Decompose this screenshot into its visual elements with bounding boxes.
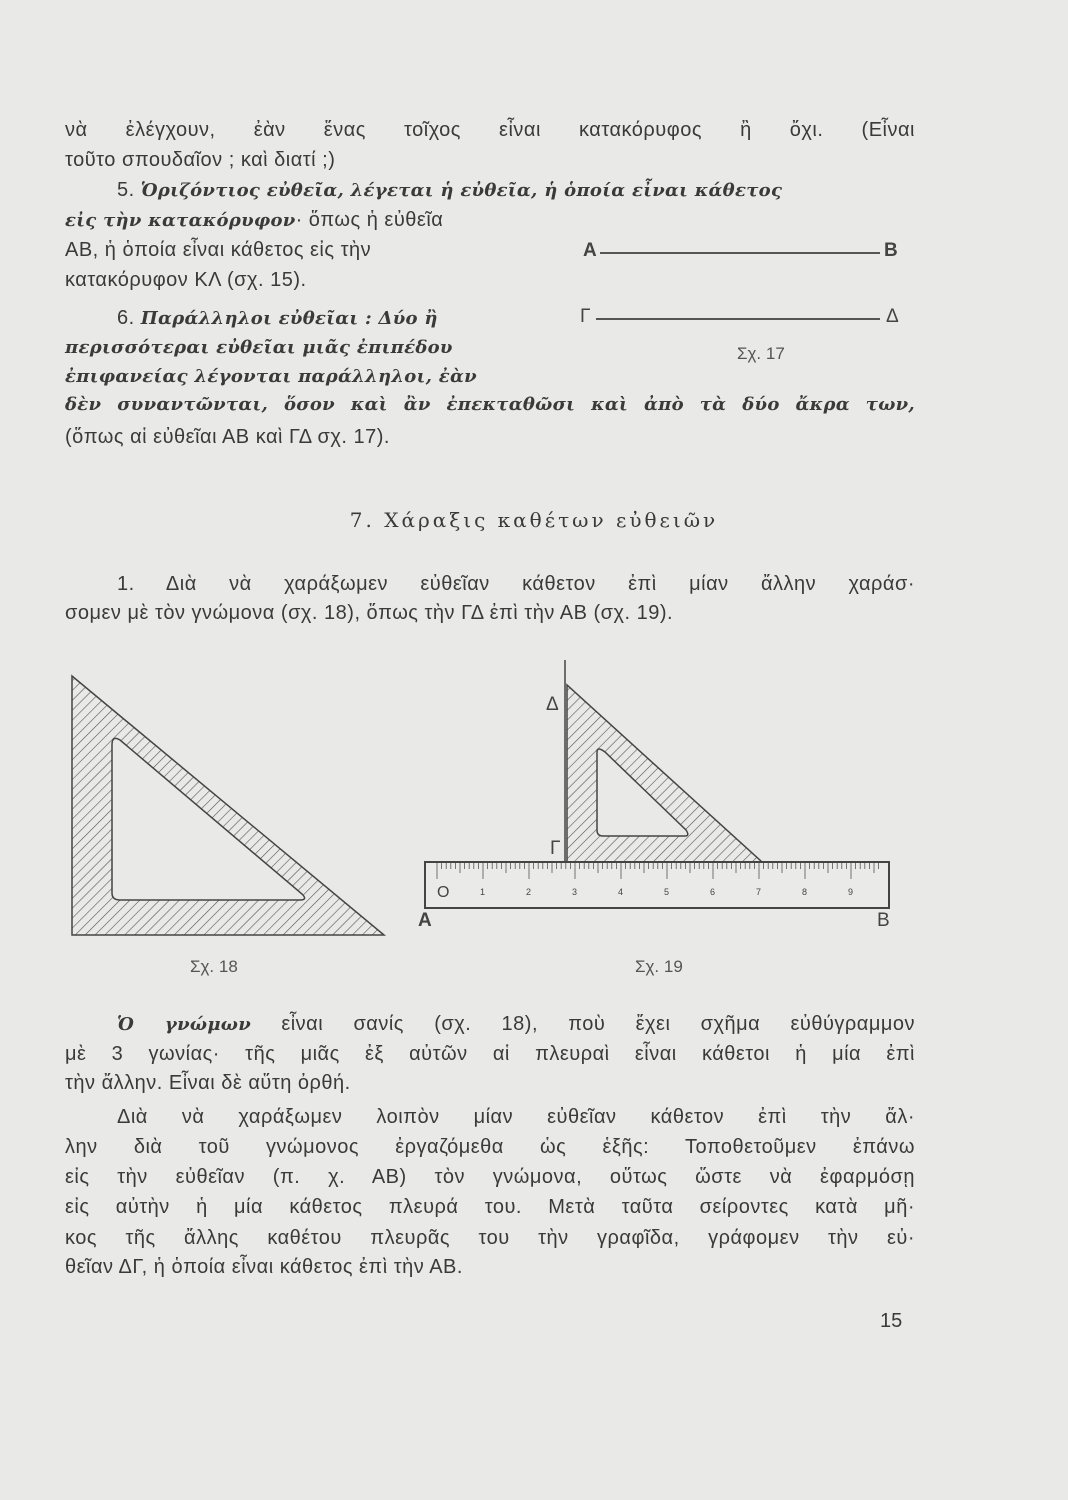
definition-term: Παράλληλοι εὐθεῖαι : Δύο ἢ: [140, 308, 438, 329]
ruler-label: 5: [664, 887, 670, 897]
text-line: περισσότεραι εὐθεῖαι μιᾶς ἐπιπέδου: [65, 337, 453, 358]
label-g: Γ: [580, 306, 591, 327]
text-line: τὴν ἄλλην. Εἶναι δὲ αὕτη ὀρθή.: [65, 1072, 351, 1094]
ruler-label: 6: [710, 887, 716, 897]
text-line: εἰς αὐτὴν ἡ μία κάθετος πλευρά του. Μετὰ ταῦτα σείροντες κατὰ μῆ·: [65, 1196, 915, 1218]
text-line: τοῦτο σπουδαῖον ; καὶ διατί ;): [65, 149, 336, 171]
figure-caption: Σχ. 19: [635, 957, 683, 976]
label-a: Α: [418, 910, 432, 931]
section-heading: 7. Χάραξις καθέτων εὐθειῶν: [349, 508, 719, 532]
set-square-fig19: [567, 685, 762, 862]
definition-term: Ὁριζόντιος εὐθεῖα, λέγεται ἡ εὐθεῖα, ἡ ὁποία εἶναι κάθετος: [140, 180, 783, 201]
figure-caption: Σχ. 17: [737, 344, 785, 363]
text-line: εἰς τὴν εὐθεῖαν (π. χ. ΑΒ) τὸν γνώμονα, οὕτως ὥστε νὰ ἐφαρμόσῃ: [65, 1166, 915, 1188]
text-line: κατακόρυφον ΚΛ (σχ. 15).: [65, 269, 307, 291]
text-line: σομεν μὲ τὸν γνώμονα (σχ. 18), ὅπως τὴν ΓΔ ἐπὶ τὴν ΑΒ (σχ. 19).: [65, 602, 674, 624]
ruler-label: 7: [756, 887, 762, 897]
text-line: ΑΒ, ἡ ὁποία εἶναι κάθετος εἰς τὴν: [65, 239, 372, 261]
text-line: θεῖαν ΔΓ, ἡ ὁποία εἶναι κάθετος ἐπὶ τὴν ΑΒ.: [65, 1256, 463, 1278]
label-b: Β: [884, 240, 898, 261]
item-number: 6.: [117, 307, 135, 329]
item-number: 5.: [117, 179, 135, 201]
ruler-label: 8: [802, 887, 808, 897]
ruler-label: 1: [480, 887, 486, 897]
label-g: Γ: [550, 838, 561, 859]
definition-term: Ὁ γνώμων: [117, 1014, 252, 1035]
text-line: 1. Διὰ νὰ χαράξωμεν εὐθεῖαν κάθετον ἐπὶ μίαν ἄλλην χαράσ·: [117, 573, 915, 595]
label-a: Α: [583, 240, 597, 261]
ruler-label: O: [437, 884, 450, 901]
page-number: 15: [880, 1310, 903, 1332]
ruler-label: 3: [572, 887, 578, 897]
text-line: (ὅπως αἱ εὐθεῖαι ΑΒ καὶ ΓΔ σχ. 17).: [65, 426, 390, 448]
text-line: λην διὰ τοῦ γνώμονος ἐργαζόμεθα ὡς ἑξῆς: Τοποθετοῦμεν ἐπάνω: [65, 1136, 915, 1158]
label-d: Δ: [546, 694, 559, 715]
set-square-fig18: [72, 676, 384, 935]
ruler-label: 9: [848, 887, 854, 897]
ruler-label: 4: [618, 887, 624, 897]
ruler: [425, 862, 889, 908]
text-line: δὲν συναντῶνται, ὅσον καὶ ἂν ἐπεκταθῶσι καὶ ἀπὸ τὰ δύο ἄκρα των,: [65, 394, 915, 415]
text-line: μὲ 3 γωνίας· τῆς μιᾶς ἐξ αὐτῶν αἱ πλευραὶ εἶναι κάθετοι ἡ μία ἐπὶ: [65, 1043, 915, 1065]
text-line: [65, 1011, 915, 1038]
ruler-label: 2: [526, 887, 532, 897]
text-line: κος τῆς ἄλλης καθέτου πλευρᾶς του τὴν γραφῖδα, γράφομεν τὴν εὐ·: [65, 1227, 915, 1249]
label-d: Δ: [886, 306, 899, 327]
text: · ὅπως ἡ εὐθεῖα: [295, 209, 444, 231]
text-line: Διὰ νὰ χαράξωμεν λοιπὸν μίαν εὐθεῖαν κάθετον ἐπὶ τὴν ἄλ·: [117, 1106, 915, 1128]
figure-caption: Σχ. 18: [190, 957, 238, 976]
text: εἶναι σανίς (σχ. 18), ποὺ ἔχει σχῆμα εὐθύγραμμον: [281, 1013, 916, 1035]
label-b: Β: [877, 910, 890, 931]
text-line: νὰ ἐλέγχουν, ἐὰν ἕνας τοῖχος εἶναι κατακόρυφος ἢ ὄχι. (Εἶναι: [65, 119, 915, 141]
text-line: ἐπιφανείας λέγονται παράλληλοι, ἐὰν: [65, 366, 477, 387]
definition-term: εἰς τὴν κατακόρυφον: [65, 210, 296, 231]
fig19: [425, 660, 889, 908]
